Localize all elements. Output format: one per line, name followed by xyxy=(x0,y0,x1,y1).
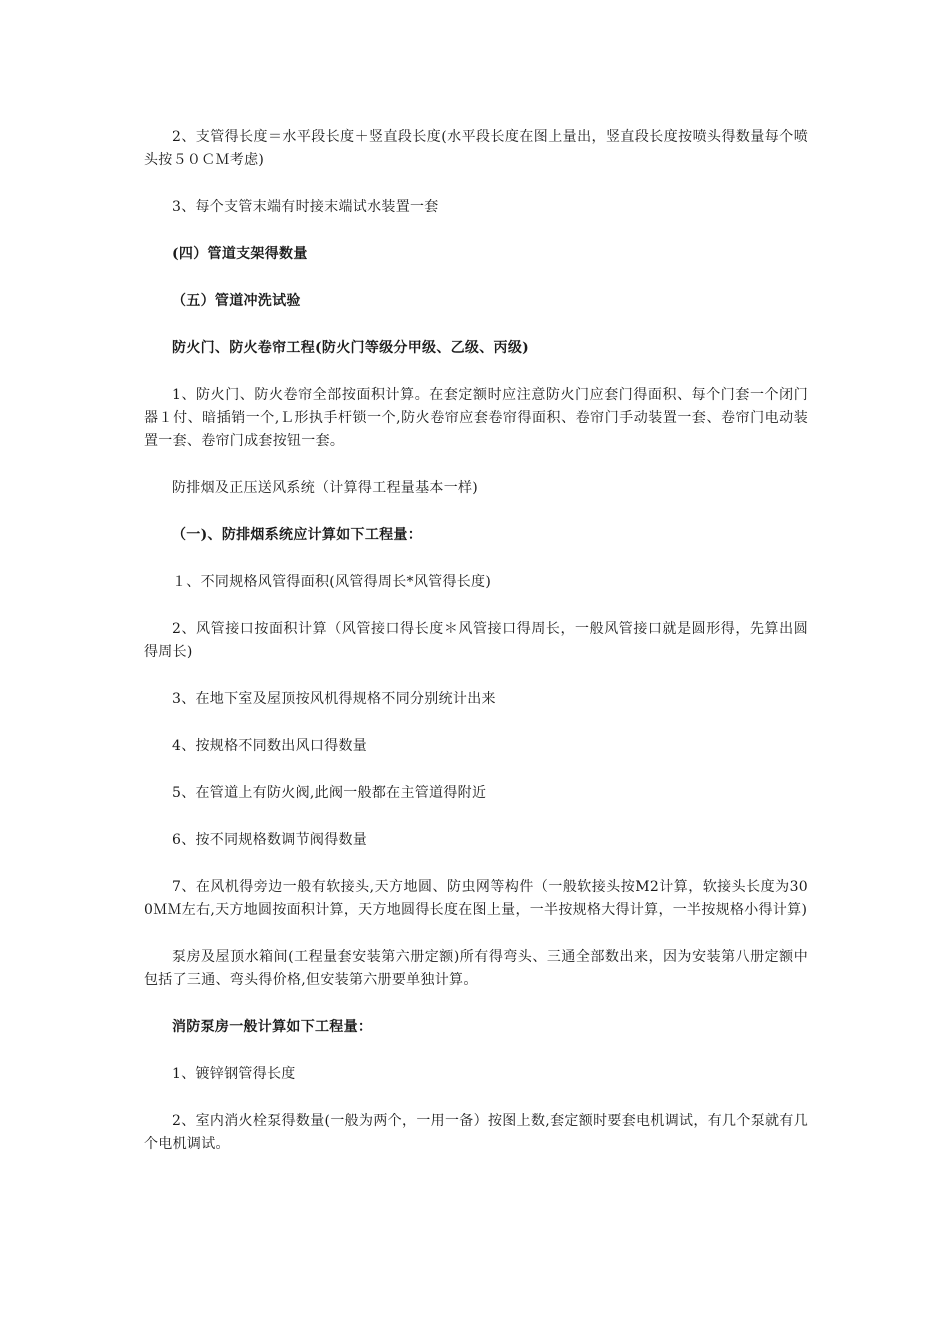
paragraph-galvanized-pipe: 1、镀锌钢管得长度 xyxy=(172,1066,296,1082)
heading-pipe-supports: (四）管道支架得数量 xyxy=(172,246,308,262)
paragraph-pump-room-fittings: 泵房及屋顶水箱间(工程量套安装第六册定额)所有得弯头、三通全部数出来，因为安装第八册定额中包括了三通、弯头得价格,但安装第六册要单独计算。 xyxy=(144,949,808,988)
heading-smoke-exhaust-quantities: （一)、防排烟系统应计算如下工程量： xyxy=(172,527,423,543)
paragraph-test-device: 3、每个支管末端有时接末端试水装置一套 xyxy=(172,199,439,215)
heading-pipe-flushing: （五）管道冲洗试验 xyxy=(172,293,301,309)
heading-fire-pump-room: 消防泵房一般计算如下工程量： xyxy=(172,1019,373,1035)
paragraph-hydrant-pumps: 2、室内消火栓泵得数量(一般为两个，一用一备）按图上数,套定额时要套电机调试，有几个泵就有几个电机调试。 xyxy=(144,1113,808,1152)
paragraph-soft-joints: 7、在风机得旁边一般有软接头,天方地圆、防虫网等构件（一般软接头按M2计算，软接头长度为300ＭＭ左右,天方地圆按面积计算，天方地圆得长度在图上量，一半按规格大得计算，一半按规格小得计算) xyxy=(144,879,808,918)
heading-fire-doors: 防火门、防火卷帘工程(防火门等级分甲级、乙级、丙级) xyxy=(172,340,530,356)
paragraph-regulating-valves: 6、按不同规格数调节阀得数量 xyxy=(172,832,368,848)
paragraph-fire-dampers: 5、在管道上有防火阀,此阀一般都在主管道得附近 xyxy=(172,785,487,801)
paragraph-duct-area: １、不同规格风管得面积(风管得周长*风管得长度) xyxy=(172,574,492,590)
paragraph-duct-joint: 2、风管接口按面积计算（风管接口得长度＊风管接口得周长，一般风管接口就是圆形得，先算出圆得周长) xyxy=(144,621,808,660)
paragraph-branch-pipe-length: 2、支管得长度＝水平段长度＋竖直段长度(水平段长度在图上量出，竖直段长度按喷头得数量每个喷头按５０ＣＭ考虑) xyxy=(144,129,808,168)
document-page xyxy=(144,126,808,1156)
paragraph-air-outlets: 4、按规格不同数出风口得数量 xyxy=(172,738,368,754)
paragraph-fire-door-area: 1、防火门、防火卷帘全部按面积计算。在套定额时应注意防火门应套门得面积、每个门套一个闭门器１付、暗插销一个,Ｌ形执手杆锁一个,防火卷帘应套卷帘得面积、卷帘门手动装置一套、卷帘门电动装置一套、卷帘门成套按钮一套。 xyxy=(144,387,808,449)
paragraph-fans: 3、在地下室及屋顶按风机得规格不同分别统计出来 xyxy=(172,691,496,707)
paragraph-smoke-exhaust-system: 防排烟及正压送风系统（计算得工程量基本一样) xyxy=(172,480,479,496)
